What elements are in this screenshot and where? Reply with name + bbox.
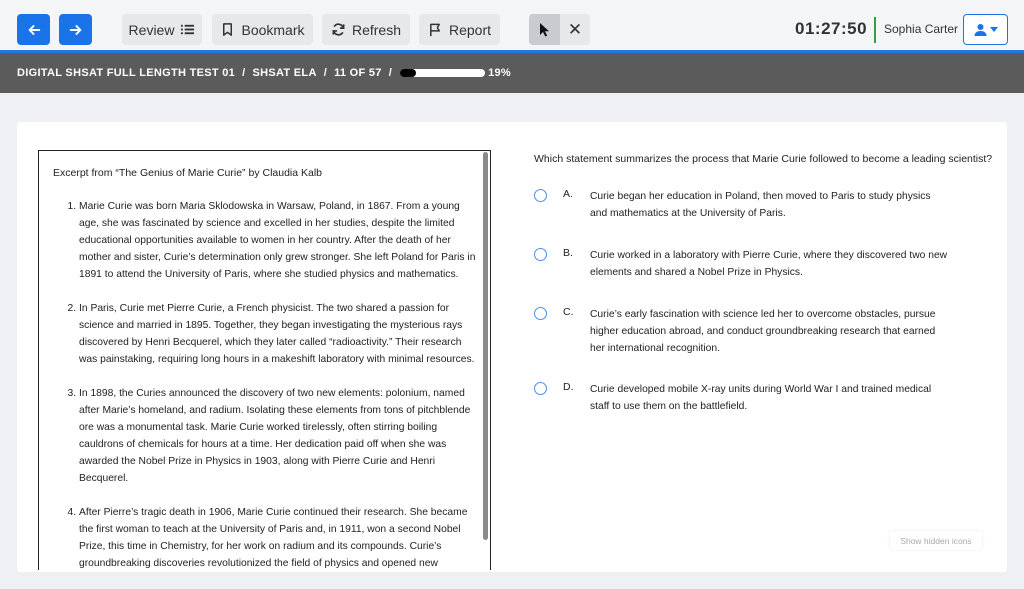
progress-bar: [400, 69, 485, 77]
answer-choice-d[interactable]: [534, 380, 964, 416]
choice-letter: C.: [563, 306, 574, 318]
bookmark-label: Bookmark: [241, 21, 305, 38]
pointer-tool-button[interactable]: [529, 14, 560, 45]
bookmark-button[interactable]: [212, 14, 313, 45]
breadcrumb-test-name: DIGITAL SHSAT FULL LENGTH TEST 01: [17, 67, 236, 79]
passage-paragraph: 1. Marie Curie was born Maria Sklodowska in Warsaw, Poland, in 1867. From a young age, she was fascinated by science and excelled in her studies, despite the limited educational opportunities available to women in her country. After the death of her mother and sister, Curie’s determination only grew stronger. She left Poland for Paris in 1891 to attend the University of Paris, where she studied physics and mathematics.: [79, 198, 479, 283]
report-label: Report: [448, 21, 492, 38]
top-toolbar: [0, 0, 1024, 50]
progress-bar-fill: [400, 69, 416, 77]
passage-panel[interactable]: [38, 150, 491, 570]
radio-button[interactable]: [534, 307, 547, 320]
close-icon: ✕: [567, 19, 583, 40]
review-label: Review: [128, 21, 175, 38]
forward-button[interactable]: [59, 14, 92, 45]
progress-percent: 19%: [488, 67, 511, 79]
bookmark-icon: [220, 22, 235, 37]
refresh-icon: [331, 22, 346, 37]
breadcrumb-section: SHSAT ELA: [252, 67, 317, 79]
refresh-label: Refresh: [351, 21, 402, 38]
arrow-right-icon: [69, 23, 83, 37]
passage-title: Excerpt from “The Genius of Marie Curie” by Claudia Kalb: [53, 167, 323, 179]
radio-button[interactable]: [534, 382, 547, 395]
answer-choice-b[interactable]: [534, 246, 964, 282]
back-button[interactable]: [17, 14, 50, 45]
breadcrumb-position: 11 OF 57: [334, 67, 382, 79]
choice-letter: B.: [563, 247, 573, 259]
choice-text: Curie began her education in Poland, then moved to Paris to study physics and mathematics at the University of Paris.: [590, 191, 931, 219]
report-button[interactable]: [419, 14, 500, 45]
user-icon: [974, 23, 987, 36]
list-icon: [180, 22, 195, 37]
question-prompt: Which statement summarizes the process that Marie Curie followed to become a leading scientist?: [534, 153, 993, 165]
user-name: Sophia Carter: [884, 22, 959, 36]
show-hidden-icons-button[interactable]: Show hidden icons: [890, 531, 982, 550]
choice-letter: A.: [563, 188, 573, 200]
passage-paragraph: 2. In Paris, Curie met Pierre Curie, a French physicist. The two shared a passion for science and married in 1895. Together, they began investigating the mysterious rays discovered by Henri Becquerel, which they later called “radioactivity.” Their research was painstaking, requiring long hours in a makeshift laboratory with minimal resources.: [79, 300, 479, 368]
radio-button[interactable]: [534, 248, 547, 261]
refresh-button[interactable]: [322, 14, 410, 45]
radio-button[interactable]: [534, 189, 547, 202]
passage-paragraph: 3. In 1898, the Curies announced the discovery of two new elements: polonium, named after Marie’s homeland, and radium. Isolating these elements from tons of pitchblende ore was a monumental task. Marie Curie worked tirelessly, often stirring boiling cauldrons of chemicals for hours at a time. Her dedication paid off when she was awarded the Nobel Prize in Physics in 1903, along with Pierre Curie and Henri Becquerel.: [79, 385, 479, 487]
close-tool-button[interactable]: [560, 14, 590, 45]
caret-down-icon: [990, 27, 998, 33]
passage-paragraph: 4. After Pierre’s tragic death in 1906, Marie Curie continued their research. She became the first woman to teach at the University of Paris and, in 1911, won a second Nobel Prize, this time in Chemistry, for her work on radium and its compounds. Curie’s groundbreaking discoveries revolutionized the field of physics and opened new: [79, 504, 479, 572]
breadcrumb: DIGITAL SHSAT FULL LENGTH TEST 01 / SHSAT ELA / 11 OF 57 / 19%: [0, 53, 1024, 93]
choice-text: Curie’s early fascination with science led her to overcome obstacles, pursue higher education abroad, and conduct groundbreaking research that earned her international recognition.: [590, 309, 936, 354]
passage-scrollbar[interactable]: [483, 152, 488, 540]
answer-choice-c[interactable]: [534, 305, 964, 357]
arrow-left-icon: [27, 23, 41, 37]
exam-timer: 01:27:50: [795, 19, 868, 38]
passage-paragraphs: [79, 198, 479, 589]
cursor-arrow-icon: [538, 22, 551, 37]
review-button[interactable]: [122, 14, 202, 45]
user-menu-button[interactable]: [963, 14, 1008, 45]
choice-text: Curie developed mobile X-ray units during World War I and trained medical staff to use them on the battlefield.: [590, 384, 932, 412]
flag-icon: [428, 22, 443, 37]
answer-choice-a[interactable]: [534, 187, 964, 223]
timer-divider: [874, 17, 876, 43]
choice-letter: D.: [563, 381, 574, 393]
choice-text: Curie worked in a laboratory with Pierre Curie, where they discovered two new elements and shared a Nobel Prize in Physics.: [590, 250, 948, 278]
